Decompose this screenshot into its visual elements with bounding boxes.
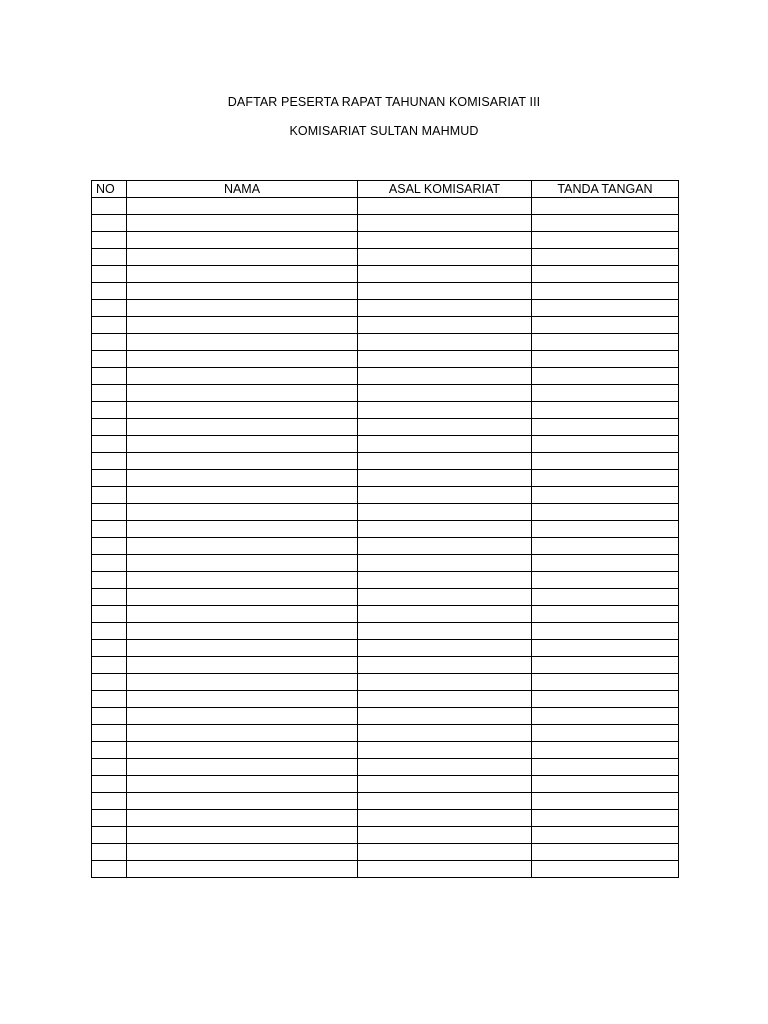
cell-nama: [127, 810, 358, 827]
cell-asal-komisariat: [358, 334, 532, 351]
cell-tanda-tangan: [532, 351, 679, 368]
cell-asal-komisariat: [358, 810, 532, 827]
cell-tanda-tangan: [532, 776, 679, 793]
table-row: [92, 351, 679, 368]
cell-tanda-tangan: [532, 215, 679, 232]
cell-nama: [127, 317, 358, 334]
cell-nama: [127, 198, 358, 215]
header-tanda-tangan: TANDA TANGAN: [532, 181, 679, 198]
cell-no: [92, 606, 127, 623]
cell-no: [92, 708, 127, 725]
cell-nama: [127, 606, 358, 623]
cell-no: [92, 470, 127, 487]
table-row: [92, 198, 679, 215]
cell-asal-komisariat: [358, 487, 532, 504]
cell-nama: [127, 249, 358, 266]
cell-no: [92, 334, 127, 351]
cell-no: [92, 759, 127, 776]
cell-asal-komisariat: [358, 742, 532, 759]
cell-asal-komisariat: [358, 793, 532, 810]
table-row: [92, 538, 679, 555]
cell-asal-komisariat: [358, 368, 532, 385]
cell-no: [92, 215, 127, 232]
cell-tanda-tangan: [532, 844, 679, 861]
table-row: [92, 419, 679, 436]
cell-tanda-tangan: [532, 810, 679, 827]
cell-nama: [127, 861, 358, 878]
cell-asal-komisariat: [358, 402, 532, 419]
cell-tanda-tangan: [532, 368, 679, 385]
cell-no: [92, 198, 127, 215]
cell-nama: [127, 300, 358, 317]
cell-nama: [127, 215, 358, 232]
table-row: [92, 606, 679, 623]
cell-no: [92, 538, 127, 555]
cell-tanda-tangan: [532, 572, 679, 589]
cell-asal-komisariat: [358, 419, 532, 436]
cell-nama: [127, 487, 358, 504]
cell-tanda-tangan: [532, 827, 679, 844]
cell-asal-komisariat: [358, 827, 532, 844]
table-row: [92, 334, 679, 351]
cell-no: [92, 640, 127, 657]
cell-asal-komisariat: [358, 317, 532, 334]
cell-nama: [127, 555, 358, 572]
table-row: [92, 708, 679, 725]
table-row: [92, 674, 679, 691]
table-row: [92, 827, 679, 844]
table-row: [92, 793, 679, 810]
table-row: [92, 385, 679, 402]
cell-asal-komisariat: [358, 691, 532, 708]
table-row: [92, 691, 679, 708]
cell-tanda-tangan: [532, 453, 679, 470]
cell-asal-komisariat: [358, 844, 532, 861]
cell-asal-komisariat: [358, 521, 532, 538]
cell-no: [92, 589, 127, 606]
table-row: [92, 249, 679, 266]
cell-no: [92, 402, 127, 419]
cell-asal-komisariat: [358, 708, 532, 725]
cell-nama: [127, 266, 358, 283]
cell-tanda-tangan: [532, 759, 679, 776]
cell-asal-komisariat: [358, 572, 532, 589]
cell-no: [92, 266, 127, 283]
table-row: [92, 300, 679, 317]
cell-asal-komisariat: [358, 232, 532, 249]
cell-tanda-tangan: [532, 725, 679, 742]
cell-nama: [127, 759, 358, 776]
cell-asal-komisariat: [358, 725, 532, 742]
cell-no: [92, 232, 127, 249]
cell-tanda-tangan: [532, 266, 679, 283]
cell-no: [92, 827, 127, 844]
cell-nama: [127, 623, 358, 640]
cell-no: [92, 674, 127, 691]
document-subtitle: KOMISARIAT SULTAN MAHMUD: [289, 124, 479, 138]
table-body: [92, 198, 679, 878]
cell-asal-komisariat: [358, 759, 532, 776]
table-row: [92, 844, 679, 861]
table-row: [92, 589, 679, 606]
cell-tanda-tangan: [532, 674, 679, 691]
cell-asal-komisariat: [358, 453, 532, 470]
cell-tanda-tangan: [532, 623, 679, 640]
cell-no: [92, 844, 127, 861]
cell-tanda-tangan: [532, 300, 679, 317]
cell-tanda-tangan: [532, 198, 679, 215]
cell-nama: [127, 708, 358, 725]
cell-asal-komisariat: [358, 589, 532, 606]
cell-no: [92, 861, 127, 878]
cell-nama: [127, 385, 358, 402]
cell-nama: [127, 844, 358, 861]
table-row: [92, 657, 679, 674]
cell-no: [92, 436, 127, 453]
table-row: [92, 725, 679, 742]
table-row: [92, 759, 679, 776]
cell-no: [92, 776, 127, 793]
cell-tanda-tangan: [532, 691, 679, 708]
cell-no: [92, 487, 127, 504]
cell-nama: [127, 283, 358, 300]
cell-tanda-tangan: [532, 555, 679, 572]
cell-tanda-tangan: [532, 606, 679, 623]
cell-asal-komisariat: [358, 436, 532, 453]
cell-nama: [127, 589, 358, 606]
cell-asal-komisariat: [358, 351, 532, 368]
cell-no: [92, 623, 127, 640]
cell-tanda-tangan: [532, 249, 679, 266]
table-row: [92, 555, 679, 572]
cell-no: [92, 742, 127, 759]
cell-nama: [127, 725, 358, 742]
table-row: [92, 215, 679, 232]
cell-asal-komisariat: [358, 470, 532, 487]
cell-nama: [127, 776, 358, 793]
cell-asal-komisariat: [358, 385, 532, 402]
cell-nama: [127, 742, 358, 759]
cell-tanda-tangan: [532, 708, 679, 725]
cell-no: [92, 521, 127, 538]
cell-tanda-tangan: [532, 657, 679, 674]
cell-nama: [127, 334, 358, 351]
cell-nama: [127, 691, 358, 708]
cell-tanda-tangan: [532, 334, 679, 351]
cell-nama: [127, 827, 358, 844]
cell-nama: [127, 351, 358, 368]
cell-no: [92, 504, 127, 521]
cell-no: [92, 419, 127, 436]
cell-no: [92, 300, 127, 317]
cell-nama: [127, 657, 358, 674]
cell-tanda-tangan: [532, 402, 679, 419]
table-row: [92, 861, 679, 878]
table-row: [92, 232, 679, 249]
cell-no: [92, 572, 127, 589]
cell-no: [92, 283, 127, 300]
cell-asal-komisariat: [358, 215, 532, 232]
table-row: [92, 487, 679, 504]
cell-asal-komisariat: [358, 657, 532, 674]
table-row: [92, 283, 679, 300]
attendance-table: [91, 180, 679, 878]
cell-nama: [127, 572, 358, 589]
cell-asal-komisariat: [358, 606, 532, 623]
document-title: DAFTAR PESERTA RAPAT TAHUNAN KOMISARIAT III: [227, 95, 541, 109]
table-row: [92, 640, 679, 657]
cell-no: [92, 453, 127, 470]
header-no: NO: [92, 181, 127, 198]
cell-tanda-tangan: [532, 521, 679, 538]
cell-no: [92, 385, 127, 402]
cell-nama: [127, 521, 358, 538]
table-row: [92, 470, 679, 487]
table-row: [92, 521, 679, 538]
cell-asal-komisariat: [358, 555, 532, 572]
cell-no: [92, 249, 127, 266]
cell-tanda-tangan: [532, 317, 679, 334]
cell-tanda-tangan: [532, 385, 679, 402]
table-row: [92, 368, 679, 385]
cell-nama: [127, 453, 358, 470]
cell-no: [92, 810, 127, 827]
cell-nama: [127, 470, 358, 487]
table-row: [92, 266, 679, 283]
cell-nama: [127, 368, 358, 385]
cell-nama: [127, 436, 358, 453]
cell-tanda-tangan: [532, 470, 679, 487]
cell-asal-komisariat: [358, 249, 532, 266]
cell-asal-komisariat: [358, 776, 532, 793]
cell-asal-komisariat: [358, 538, 532, 555]
cell-tanda-tangan: [532, 436, 679, 453]
cell-tanda-tangan: [532, 419, 679, 436]
cell-asal-komisariat: [358, 266, 532, 283]
cell-no: [92, 317, 127, 334]
cell-tanda-tangan: [532, 283, 679, 300]
cell-no: [92, 793, 127, 810]
cell-no: [92, 368, 127, 385]
table-row: [92, 402, 679, 419]
cell-tanda-tangan: [532, 640, 679, 657]
cell-no: [92, 657, 127, 674]
table-row: [92, 504, 679, 521]
cell-tanda-tangan: [532, 232, 679, 249]
table-header-row: [92, 181, 679, 198]
cell-nama: [127, 232, 358, 249]
cell-no: [92, 725, 127, 742]
cell-no: [92, 555, 127, 572]
cell-no: [92, 691, 127, 708]
cell-nama: [127, 538, 358, 555]
cell-nama: [127, 674, 358, 691]
cell-asal-komisariat: [358, 623, 532, 640]
table-row: [92, 572, 679, 589]
cell-no: [92, 351, 127, 368]
table-row: [92, 317, 679, 334]
cell-nama: [127, 419, 358, 436]
cell-asal-komisariat: [358, 861, 532, 878]
cell-tanda-tangan: [532, 538, 679, 555]
header-nama: NAMA: [127, 181, 358, 198]
table-row: [92, 742, 679, 759]
cell-asal-komisariat: [358, 504, 532, 521]
cell-asal-komisariat: [358, 300, 532, 317]
cell-tanda-tangan: [532, 504, 679, 521]
table-row: [92, 810, 679, 827]
cell-asal-komisariat: [358, 674, 532, 691]
cell-tanda-tangan: [532, 793, 679, 810]
header-asal-komisariat: ASAL KOMISARIAT: [358, 181, 532, 198]
cell-tanda-tangan: [532, 487, 679, 504]
cell-nama: [127, 640, 358, 657]
table-row: [92, 623, 679, 640]
table-row: [92, 776, 679, 793]
cell-nama: [127, 402, 358, 419]
cell-nama: [127, 793, 358, 810]
cell-asal-komisariat: [358, 198, 532, 215]
table-row: [92, 453, 679, 470]
cell-tanda-tangan: [532, 589, 679, 606]
cell-asal-komisariat: [358, 640, 532, 657]
cell-tanda-tangan: [532, 742, 679, 759]
cell-asal-komisariat: [358, 283, 532, 300]
table-row: [92, 436, 679, 453]
cell-tanda-tangan: [532, 861, 679, 878]
cell-nama: [127, 504, 358, 521]
